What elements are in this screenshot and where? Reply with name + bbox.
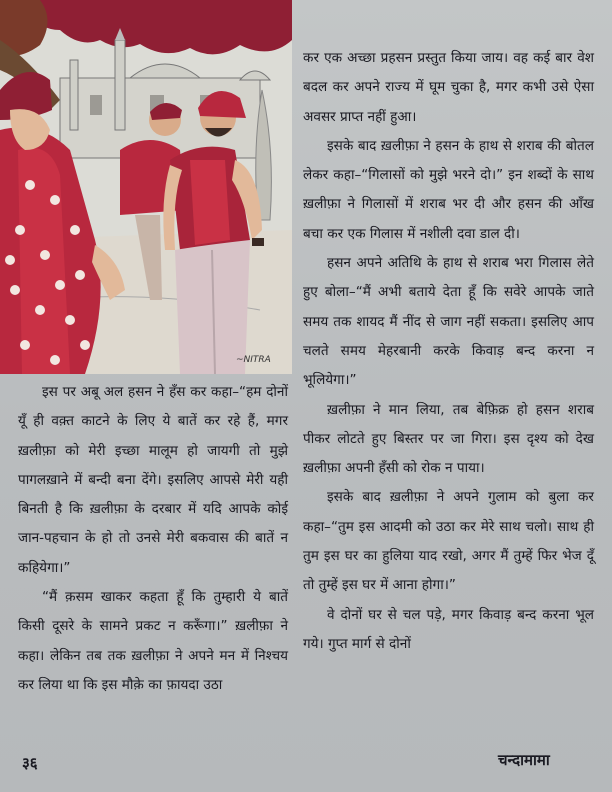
paragraph: इसके बाद ख़लीफ़ा ने अपने गुलाम को बुला कर कहा–“तुम इस आदमी को उठा कर मेरे साथ चलो। साथ ही तुम इस घर का हुलिया याद रखो, अगर मैं तुम्हें फिर भेज दूँ तो तुम्हें इस घर में आना होगा।” xyxy=(303,489,594,594)
paragraph: इस पर अबू अल हसन ने हँस कर कहा–“हम दोनों यूँ ही वक़्त काटने के लिए ये बातें कर रहे हैं, मगर ख़लीफ़ा को मेरी इच्छा मालूम हो जायगी तो मुझे पागलख़ाने में बन्दी बना देंगे। इसलिए आपसे मेरी यही बिनती है कि ख़लीफ़ा के दरबार में यदि आपके कोई जान-पहचान के हो तो उनसे मेरी बकवास की बातें न कहियेगा।” xyxy=(18,384,288,576)
paragraph: ख़लीफ़ा ने मान लिया, तब बेफ़िक्र हो हसन शराब पीकर लोटते हुए बिस्तर पर जा गिरा। इस दृश्य को देख ख़लीफ़ा अपनी हँसी को रोक न पाया। xyxy=(303,401,594,477)
paragraph: हसन अपने अतिथि के हाथ से शराब भरा गिलास लेते हुए बोला–“मैं अभी बताये देता हूँ कि सवेरे आपके जाते समय तक शायद मैं नींद से जाग नहीं सकता। इसलिए आप चलते समय मेहरबानी करके किवाड़ बन्द करना न भूलियेगा।” xyxy=(303,255,594,389)
artist-signature: ~NITRA xyxy=(236,355,271,365)
right-text-column xyxy=(303,44,594,659)
paragraph: “मैं क़सम खाकर कहता हूँ कि तुम्हारी ये बातें किसी दूसरे के सामने प्रकट न करूँगा।” ख़लीफ़ा ने कहा। लेकिन तब तक ख़लीफ़ा ने अपने मन में निश्चय कर लिया था कि इस मौक़े का फ़ायदा उठा xyxy=(18,589,288,693)
magazine-title: चन्दामामा xyxy=(498,751,550,769)
story-illustration xyxy=(0,0,292,374)
paragraph: वे दोनों घर से चल पड़े, मगर किवाड़ बन्द करना भूल गये। गुप्त मार्ग से दोनों xyxy=(303,606,594,652)
paragraph: कर एक अच्छा प्रहसन प्रस्तुत किया जाय। वह कई बार वेश बदल कर अपने राज्य में घूम चुका है, मगर कभी उसे ऐसा अवसर प्राप्त नहीं हुआ। xyxy=(303,50,594,125)
page-number: ३६ xyxy=(22,754,38,772)
left-text-column xyxy=(18,378,288,700)
paragraph: इसके बाद ख़लीफ़ा ने हसन के हाथ से शराब की बोतल लेकर कहा–“गिलासों को मुझे भरने दो।” इन शब्दों के साथ ख़लीफ़ा ने गिलासों में शराब भर दी और हसन की आँख बचा कर एक गिलास में नशीली दवा डाल दी। xyxy=(303,137,594,242)
